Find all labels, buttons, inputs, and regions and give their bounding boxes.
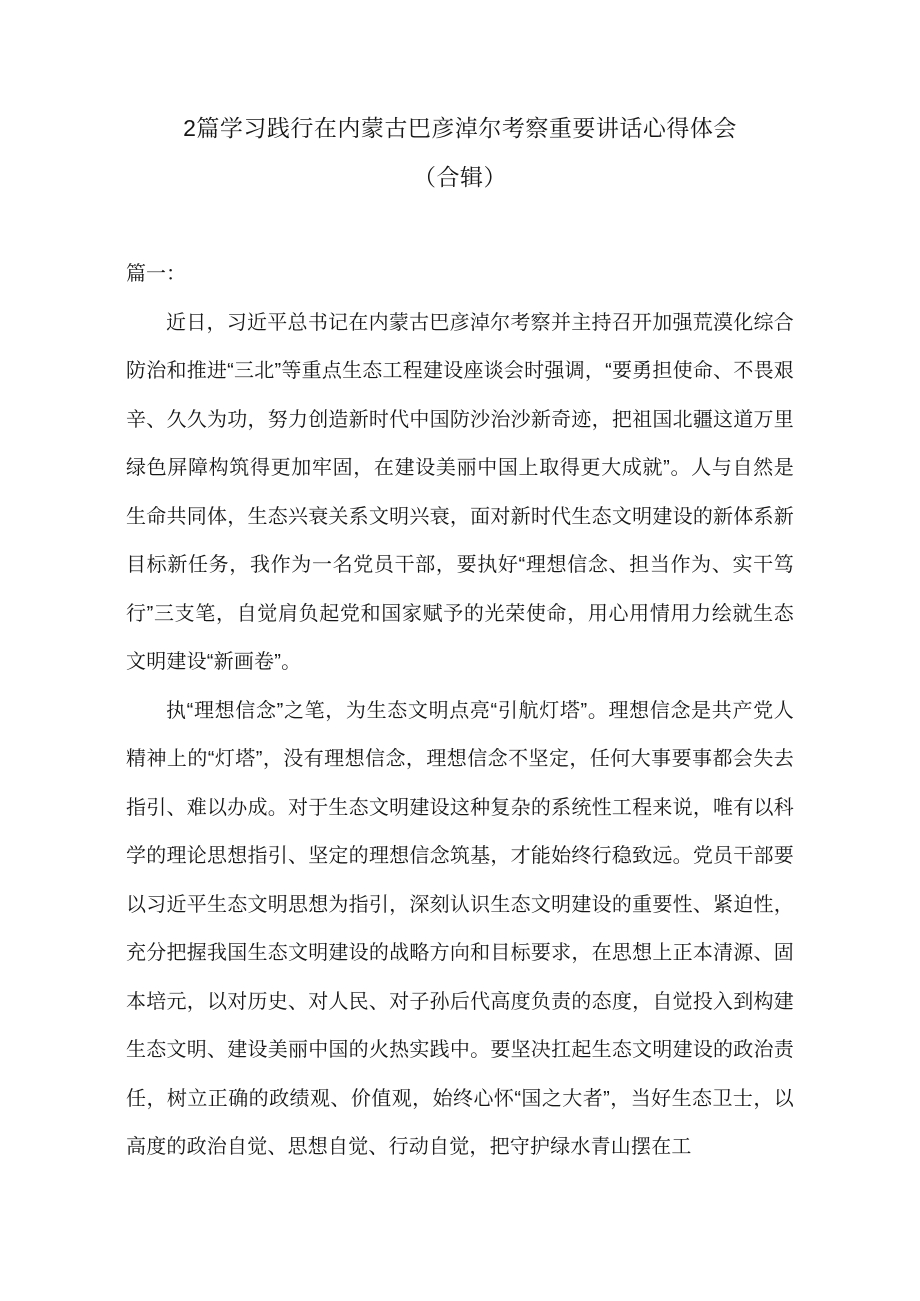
paragraph-2: 执“理想信念”之笔，为生态文明点亮“引航灯塔”。理想信念是共产党人精神上的“灯塔”，没有理想信念，理想信念不坚定，任何大事要事都会失去指引、难以办成。对于生态文明建设这种复杂的系统性工程来说，唯有以科学的理论思想指引、坚定的理想信念筑基，才能始终行稳致远。党员干部要以习近平生态文明思想为指引，深刻认识生态文明建设的重要性、紧迫性，充分把握我国生态文明建设的战略方向和目标要求，在思想上正本清源、固本培元，以对历史、对人民、对子孙后代高度负责的态度，自觉投入到构建生态文明、建设美丽中国的火热实践中。要坚决扛起生态文明建设的政治责任，树立正确的政绩观、价值观，始终心怀“国之大者”，当好生态卫士，以高度的政治自觉、思想自觉、行动自觉，把守护绿水青山摆在工 xyxy=(126,699,794,1158)
section-label: 篇一： xyxy=(126,263,186,285)
title-line-1: 2篇学习践行在内蒙古巴彦淖尔考察重要讲话心得体会 xyxy=(183,115,737,141)
title-line-2: （合辑） xyxy=(413,163,507,190)
document-title xyxy=(126,104,794,201)
paragraph-1: 近日，习近平总书记在内蒙古巴彦淖尔考察并主持召开加强荒漠化综合防治和推进“三北”等重点生态工程建设座谈会时强调，“要勇担使命、不畏艰辛、久久为功，努力创造新时代中国防沙治沙新奇迹，把祖国北疆这道万里绿色屏障构筑得更加牢固，在建设美丽中国上取得更大成就”。人与自然是生命共同体，生态兴衰关系文明兴衰，面对新时代生态文明建设的新体系新目标新任务，我作为一名党员干部，要执好“理想信念、担当作为、实干笃行”三支笔，自觉肩负起党和国家赋予的光荣使命，用心用情用力绘就生态文明建设“新画卷”。 xyxy=(126,311,794,673)
